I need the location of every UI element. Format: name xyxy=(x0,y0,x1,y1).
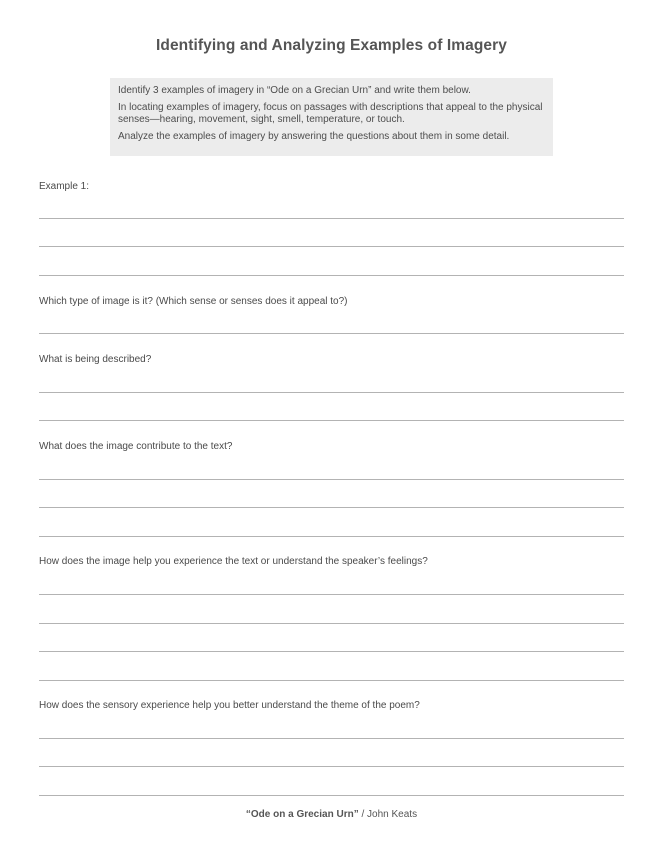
theme-line-2[interactable] xyxy=(39,766,624,767)
described-line-2[interactable] xyxy=(39,420,624,421)
contribute-line-2[interactable] xyxy=(39,507,624,508)
example-1-line-2[interactable] xyxy=(39,246,624,247)
instructions-box xyxy=(110,78,553,156)
page-title: Identifying and Analyzing Examples of Imagery xyxy=(155,37,508,54)
page-footer xyxy=(0,809,663,820)
theme-line-3[interactable] xyxy=(39,795,624,796)
contribute-prompt: What does the image contribute to the text? xyxy=(39,441,233,452)
instruction-identify: Identify 3 examples of imagery in “Ode on a Grecian Urn” and write them below. xyxy=(118,85,471,96)
instruction-locate: In locating examples of imagery, focus on passages with descriptions that appeal to the physical senses—hearing, movement, sight, smell, temperature, or touch. xyxy=(118,101,543,125)
experience-line-2[interactable] xyxy=(39,623,624,624)
contribute-line-3[interactable] xyxy=(39,536,624,537)
instruction-analyze: Analyze the examples of imagery by answering the questions about them in some detail. xyxy=(118,130,510,142)
experience-line-4[interactable] xyxy=(39,680,624,681)
example-1-line-3[interactable] xyxy=(39,275,624,276)
experience-prompt: How does the image help you experience the text or understand the speaker’s feelings? xyxy=(39,556,428,567)
theme-line-1[interactable] xyxy=(39,738,624,739)
described-prompt: What is being described? xyxy=(39,354,152,365)
described-line-1[interactable] xyxy=(39,392,624,393)
image-type-line-1[interactable] xyxy=(39,333,624,334)
experience-line-3[interactable] xyxy=(39,651,624,652)
footer-work-title: “Ode on a Grecian Urn” xyxy=(245,809,359,820)
example-1-line-1[interactable] xyxy=(39,218,624,219)
contribute-line-1[interactable] xyxy=(39,479,624,480)
example-1-label: Example 1: xyxy=(39,181,90,192)
footer-author: John Keats xyxy=(367,809,418,820)
experience-line-1[interactable] xyxy=(39,594,624,595)
image-type-prompt: Which type of image is it? (Which sense or senses does it appeal to?) xyxy=(39,296,348,307)
footer-separator: / xyxy=(358,809,368,820)
theme-prompt: How does the sensory experience help you better understand the theme of the poem? xyxy=(39,700,420,711)
